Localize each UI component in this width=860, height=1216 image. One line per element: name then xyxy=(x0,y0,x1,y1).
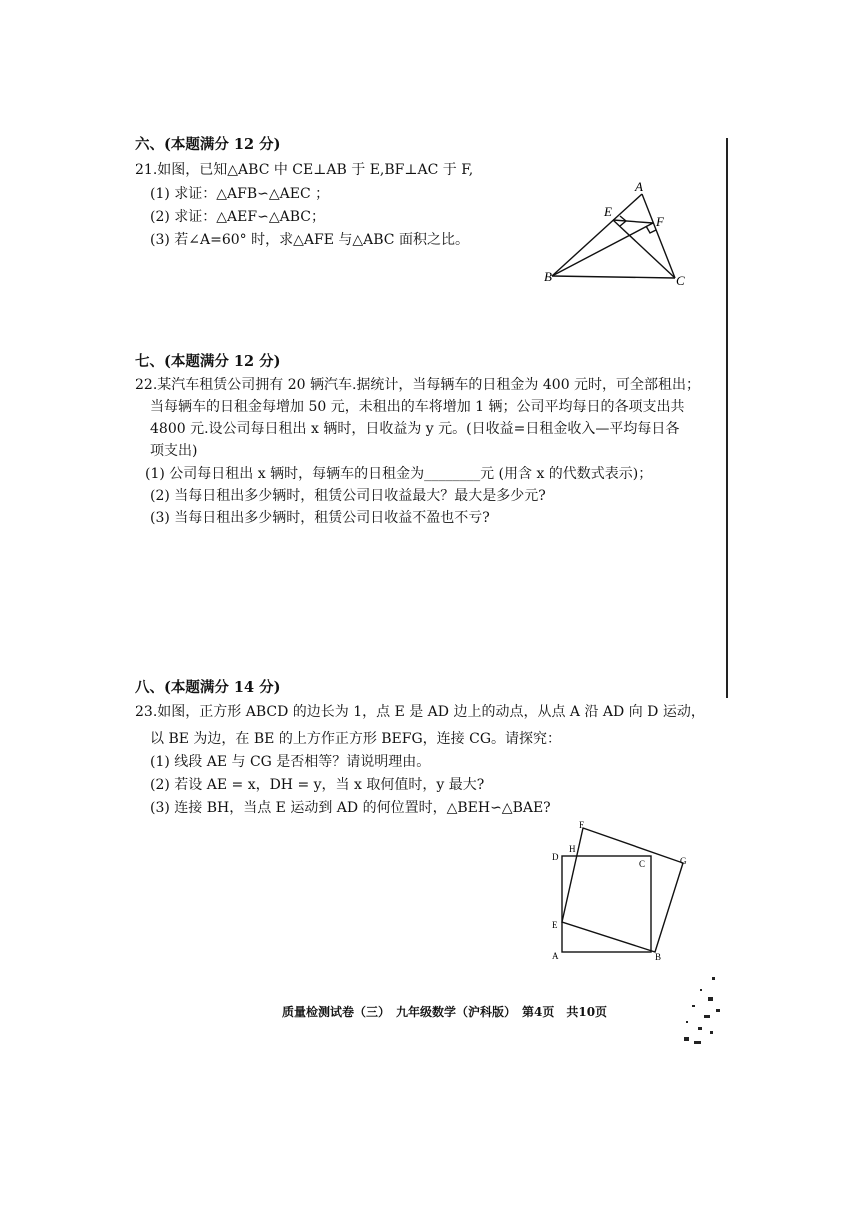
question-23-line-2: 以 BE 为边，在 BE 的上方作正方形 BEFG，连接 CG。请探究： xyxy=(150,731,562,747)
question-21-item-2: (2) 求证：△AEF∽△ABC； xyxy=(150,209,325,225)
label-A2: A xyxy=(552,951,559,961)
square-figure xyxy=(545,818,695,966)
section-6-header: 六、(本题满分 12 分) xyxy=(135,136,281,153)
scan-noise xyxy=(672,975,732,1055)
label-C2: C xyxy=(639,859,646,869)
section-7-header: 七、(本题满分 12 分) xyxy=(135,353,281,370)
label-D2: D xyxy=(552,852,559,862)
label-B2: B xyxy=(655,952,662,962)
label-E2: E xyxy=(552,920,558,930)
question-22-line-2: 当每辆车的日租金每增加 50 元，未租出的车将增加 1 辆；公司平均每日的各项支出共 xyxy=(150,399,685,415)
question-23-item-1: (1) 线段 AE 与 CG 是否相等？请说明理由。 xyxy=(150,754,431,770)
label-C: C xyxy=(676,273,685,288)
question-23-item-2: (2) 若设 AE = x，DH = y，当 x 取何值时，y 最大? xyxy=(150,777,485,793)
label-F: F xyxy=(656,214,664,229)
question-22-line-1: 22.某汽车租赁公司拥有 20 辆汽车.据统计，当每辆车的日租金为 400 元时，可全部租出； xyxy=(135,377,701,393)
label-G2: G xyxy=(680,856,687,866)
question-21-item-3: (3) 若∠A=60° 时，求△AFE 与△ABC 面积之比。 xyxy=(150,232,469,248)
question-22-item-1: (1) 公司每日租出 x 辆时，每辆车的日租金为________元 (用含 x 的代数式表示)； xyxy=(145,466,653,482)
question-22-item-3: (3) 当每日租出多少辆时，租赁公司日收益不盈也不亏? xyxy=(150,510,490,526)
margin-rule xyxy=(726,138,728,698)
question-22-line-4: 项支出) xyxy=(150,443,198,459)
question-21-text: 21.如图，已知△ABC 中 CE⊥AB 于 E,BF⊥AC 于 F, xyxy=(135,162,474,178)
label-B: B xyxy=(544,269,552,284)
question-22-line-3: 4800 元.设公司每日租出 x 辆时，日收益为 y 元。(日收益=日租金收入—平均每日各 xyxy=(150,421,680,437)
label-A: A xyxy=(635,179,643,194)
section-8-header: 八、(本题满分 14 分) xyxy=(135,679,281,696)
question-21-item-1: (1) 求证：△AFB∽△AEC ； xyxy=(150,186,330,202)
label-F2: F xyxy=(579,820,585,830)
question-23-line-1: 23.如图，正方形 ABCD 的边长为 1，点 E 是 AD 边上的动点，从点 A 沿 AD 向 D 运动， xyxy=(135,704,705,720)
label-H2: H xyxy=(569,844,576,854)
question-22-item-2: (2) 当每日租出多少辆时，租赁公司日收益最大？最大是多少元? xyxy=(150,488,546,504)
label-E: E xyxy=(604,204,612,219)
triangle-figure xyxy=(540,176,700,291)
question-23-item-3: (3) 连接 BH，当点 E 运动到 AD 的何位置时，△BEH∽△BAE? xyxy=(150,800,551,816)
page-footer: 质量检测试卷（三） 九年级数学（沪科版） 第4页 共10页 xyxy=(282,1005,608,1019)
